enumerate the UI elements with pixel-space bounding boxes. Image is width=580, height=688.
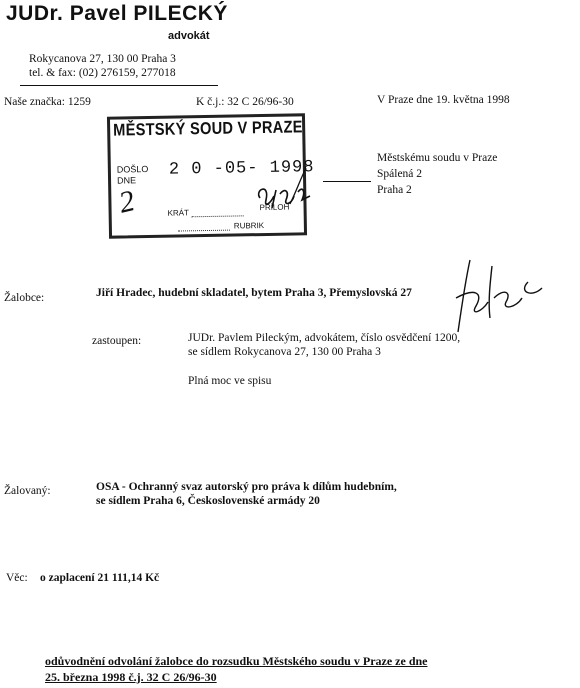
stamp-received-label-line1: DOŠLO (116, 164, 149, 175)
plaintiff-value: Jiří Hradec, hudební skladatel, bytem Praha 3, Přemyslovská 27 (96, 287, 412, 299)
lawyer-name: JUDr. Pavel PILECKÝ (6, 2, 228, 25)
appeal-heading-line1: odůvodnění odvolání žalobce do rozsudku Městského soudu v Praze ze dne (45, 654, 428, 668)
appeal-heading-line2: 25. března 1998 č.j. 32 C 26/96-30 (45, 670, 217, 684)
representative-seat: se sídlem Rokycanova 27, 130 00 Praha 3 (188, 346, 381, 358)
case-reference: K č.j.: 32 C 26/96-30 (196, 96, 294, 108)
represented-label: zastoupen: (92, 335, 142, 347)
recipient-line2: Spálená 2 (377, 168, 423, 180)
lawyer-address: Rokycanova 27, 130 00 Praha 3 (29, 53, 176, 65)
recipient-line3: Praha 2 (377, 184, 412, 196)
lawyer-signature (448, 258, 548, 338)
stamp-attachments-label: PŘÍLOH (259, 202, 290, 213)
stamp-signature (240, 160, 330, 220)
recipient-line1: Městskému soudu v Praze (377, 152, 498, 164)
stamp-copies-label: KRÁT (167, 208, 190, 218)
power-of-attorney-note: Plná moc ve spisu (188, 375, 272, 387)
place-and-date: V Praze dne 19. května 1998 (377, 94, 510, 106)
stamp-court-name: MĚSTSKÝ SOUD V PRAZE (113, 117, 303, 140)
stamp-rubric-dots (178, 230, 230, 232)
subject-label: Věc: (6, 572, 28, 584)
defendant-name: OSA - Ochranný svaz autorský pro práva k dílům hudebním, (96, 481, 397, 493)
stamp-copies-dots (192, 215, 244, 217)
lawyer-title: advokát (168, 30, 210, 42)
stamp-copies-handwritten: 2 (115, 184, 138, 220)
subject-value: o zaplacení 21 111,14 Kč (40, 572, 160, 584)
stamp-rubric-label: RUBRIK (233, 221, 265, 231)
stamp-received-date: 2 0 -05- 1998 (168, 158, 315, 180)
header-divider (20, 85, 218, 86)
representative-name: JUDr. Pavlem Pileckým, advokátem, číslo osvědčení 1200, (188, 332, 461, 344)
defendant-seat: se sídlem Praha 6, Československé armády 20 (96, 495, 320, 507)
our-reference: Naše značka: 1259 (4, 96, 91, 108)
recipient-address (377, 150, 497, 198)
plaintiff-label: Žalobce: (4, 292, 45, 304)
recipient-pointer-line (323, 181, 371, 182)
stamp-received-label-line2: DNE (116, 175, 137, 186)
defendant-label: Žalovaný: (4, 485, 51, 497)
stamp-received-label (117, 164, 149, 187)
lawyer-contact: tel. & fax: (02) 276159, 277018 (29, 67, 176, 79)
